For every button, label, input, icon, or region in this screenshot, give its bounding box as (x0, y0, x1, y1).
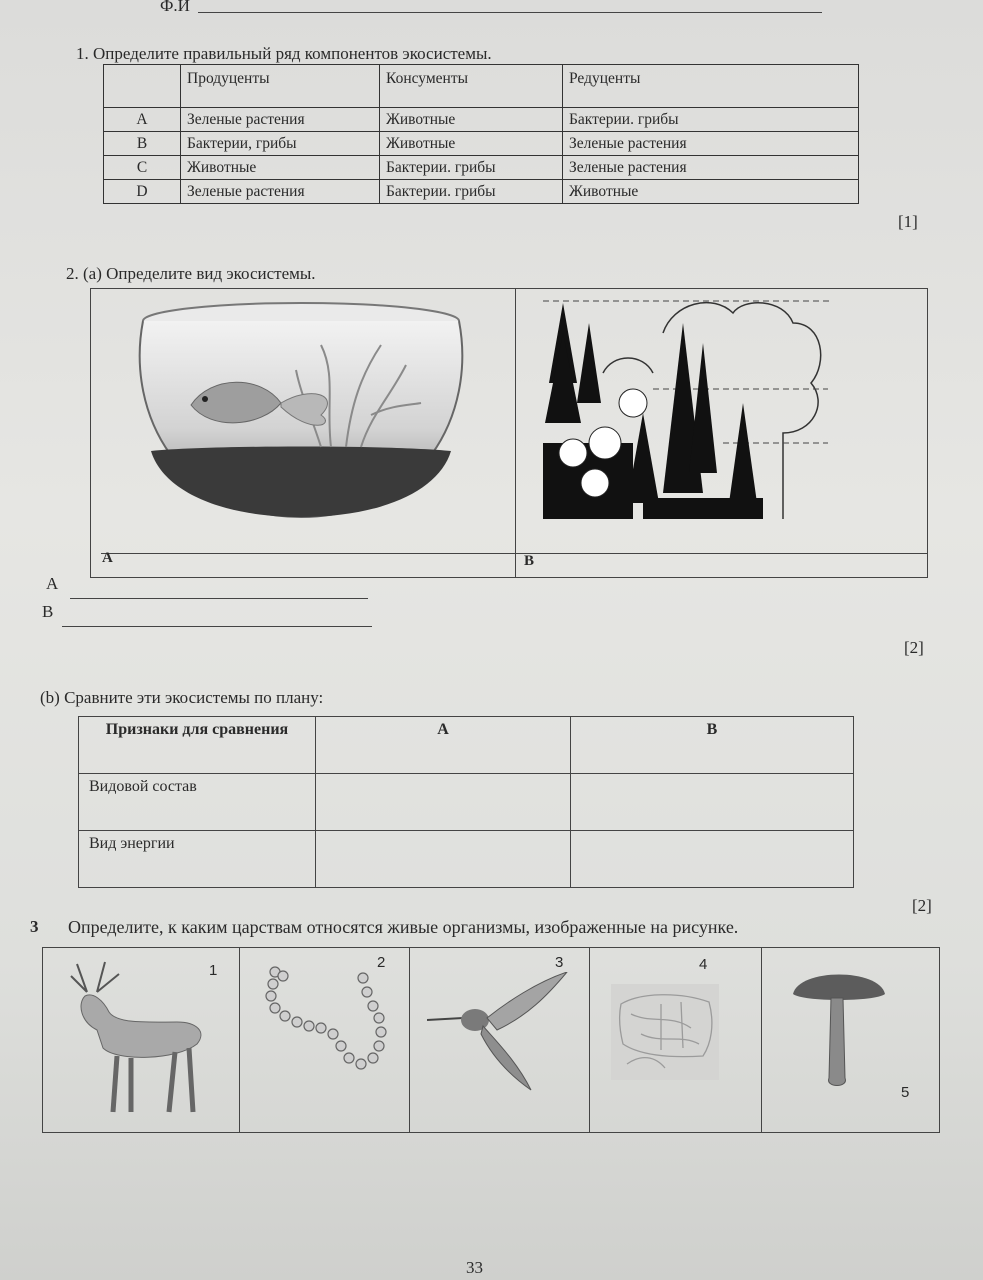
question-2a-title: 2. (a) Определите вид экосистемы. (66, 264, 316, 283)
answer-a-label: A (46, 574, 59, 593)
table-cell: Бактерии. грибы (380, 180, 563, 204)
answer-cell[interactable] (316, 831, 571, 888)
lichen-icon (611, 984, 719, 1080)
cyanobacteria-chain-icon (263, 962, 393, 1082)
table-row (79, 774, 854, 831)
table-cell: Животные (563, 180, 859, 204)
organism-cell (589, 948, 762, 1132)
table-row (104, 156, 859, 180)
header-cell: Консументы (380, 65, 563, 108)
organism-cell (409, 948, 590, 1132)
organism-cell (43, 948, 240, 1132)
table-row (104, 180, 859, 204)
mushroom-icon (789, 962, 889, 1092)
aquarium-icon (121, 295, 481, 529)
question-3-number: 3 (30, 917, 39, 936)
table-header-row (104, 65, 859, 108)
answer-cell[interactable] (571, 774, 854, 831)
table-cell: B (104, 132, 181, 156)
question-3-title: Определите, к каким царствам относятся живые организмы, изображенные на рисунке. (68, 917, 739, 937)
answer-a-line[interactable] (70, 598, 368, 599)
table-cell: Бактерии. грибы (380, 156, 563, 180)
organisms-box (42, 947, 940, 1133)
table-cell: C (104, 156, 181, 180)
answer-b-line[interactable] (62, 626, 372, 627)
question-2b-title: (b) Сравните эти экосистемы по плану: (40, 688, 324, 707)
answer-cell[interactable] (571, 831, 854, 888)
caption-line (101, 553, 927, 554)
table-cell: Зеленые растения (563, 132, 859, 156)
answer-b-label: B (42, 602, 54, 621)
question-1-title: 1. Определите правильный ряд компонентов экосистемы. (76, 44, 492, 63)
page-number: 33 (466, 1258, 483, 1277)
caption-b: B (524, 553, 535, 569)
caption-a: A (102, 550, 113, 566)
table-cell: Животные (380, 132, 563, 156)
item-number: 1 (209, 962, 218, 979)
table-cell: Бактерии. грибы (563, 108, 859, 132)
question-1-mark: [1] (898, 212, 918, 231)
item-number: 2 (377, 954, 386, 971)
table-header-row (79, 717, 854, 774)
table-cell: Животные (181, 156, 380, 180)
question-2b-mark: [2] (912, 896, 932, 915)
divider (515, 289, 516, 577)
table-row (104, 108, 859, 132)
table-cell: Вид энергии (79, 831, 316, 888)
table-cell: Животные (380, 108, 563, 132)
table-cell: Зеленые растения (181, 108, 380, 132)
ecosystem-components-table (103, 64, 859, 204)
table-cell: Видовой состав (79, 774, 316, 831)
ecosystem-images-box (90, 288, 928, 578)
deer-icon (57, 952, 213, 1122)
table-cell: A (104, 108, 181, 132)
comparison-table (78, 716, 854, 888)
table-cell: Зеленые растения (563, 156, 859, 180)
hummingbird-icon (427, 972, 577, 1102)
header-cell: Признаки для сравнения (79, 717, 316, 774)
table-row (104, 132, 859, 156)
header-cell: Редуценты (563, 65, 859, 108)
question-2a-mark: [2] (904, 638, 924, 657)
table-cell: D (104, 180, 181, 204)
answer-cell[interactable] (316, 774, 571, 831)
header-cell: A (316, 717, 571, 774)
table-row (79, 831, 854, 888)
header-cell: Продуценты (181, 65, 380, 108)
item-number: 5 (901, 1084, 910, 1101)
table-cell: Зеленые растения (181, 180, 380, 204)
organism-cell (239, 948, 410, 1132)
table-cell: Бактерии, грибы (181, 132, 380, 156)
name-label: Ф.И (160, 0, 190, 15)
forest-icon (543, 293, 833, 519)
item-number: 4 (699, 956, 708, 973)
item-number: 3 (555, 954, 564, 971)
header-cell: B (571, 717, 854, 774)
name-line (198, 12, 822, 13)
header-cell (104, 65, 181, 108)
organism-cell (761, 948, 939, 1132)
